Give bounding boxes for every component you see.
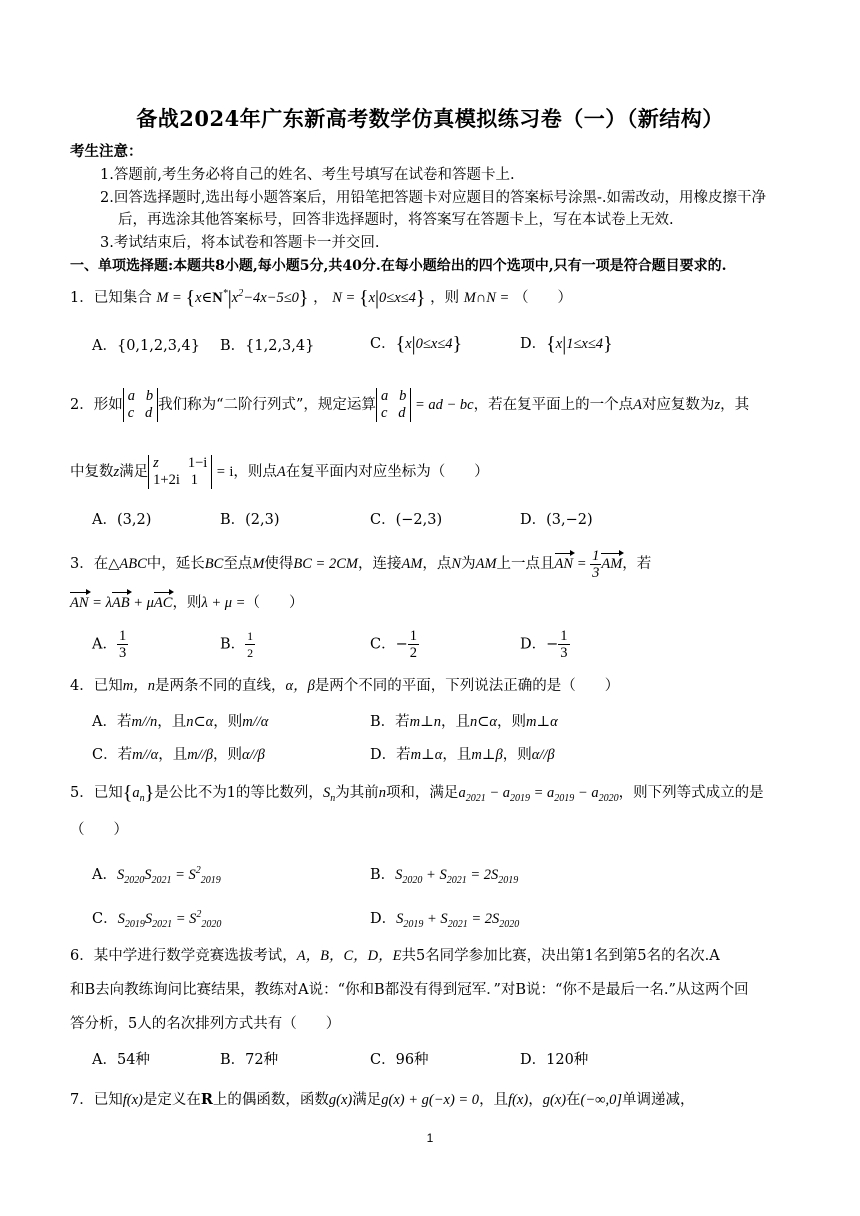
q4-mn: m，n [122, 678, 155, 694]
q2-t4: ，其 [720, 397, 750, 413]
question-5-stem [70, 783, 790, 809]
q2-point-a: A [633, 397, 642, 413]
q7-l1a: 7．已知 [70, 1092, 123, 1108]
q3-b-frac: $\frac{1}{2}$ [247, 629, 254, 660]
q3-l1i: ，若 [622, 555, 652, 572]
q6-l1: 6．某中学进行数学竞赛选拔考试， [70, 948, 297, 964]
q6-option-c: C．96种 [370, 1052, 429, 1068]
notice-item-1: 1.答题前,考生务必将自己的姓名、考生号填写在试卷和答题卡上. [100, 167, 515, 183]
q5-cond: $a_{2021} - a_{2019} = a_{2019} - a_{2020}$ [458, 785, 619, 804]
q2-l2a: 中复数 [70, 464, 114, 480]
q7-l1f: ， [528, 1092, 543, 1108]
q3-option-c: C．− $\frac{1}{2}$ [370, 628, 418, 661]
q7-interval: (−∞,0] [580, 1092, 622, 1108]
q5-a-math: $S_{2020}S_{2021} = S^2_{2019}$ [116, 865, 221, 886]
q4-option-d: D．若m⊥α，且m⊥β，则α//β [370, 747, 555, 763]
q1-d-math: {x|1≤x≤4} [546, 333, 613, 355]
q4-a-label: A．若 [92, 714, 132, 730]
q6-option-a: A．54种 [92, 1052, 150, 1068]
question-6-line-2: 和B去向教练询问比赛结果，教练对A说：“你和B都没有得到冠军．”对B说：“你不是最后一名.”从这两个回 [70, 982, 749, 998]
q5-sn: $S_n$ [322, 785, 336, 804]
q3-l2c: （ ） [245, 595, 304, 611]
q2-l2b: 满足 [119, 464, 149, 480]
q5-option-a [92, 863, 221, 886]
q4-c-math3: α//β [242, 747, 265, 763]
notice-item-3: 3.考试结束后，将本试卷和答题卡一并交回. [100, 235, 380, 251]
notice-heading: 考生注意： [70, 143, 143, 160]
q1-option-c [370, 332, 462, 356]
q3-l1f: ，点 [422, 555, 452, 572]
section-heading: 一、单项选择题:本题共8小题,每小题5分,共40分.在每小题给出的四个选项中,只有一项是符合题目要求的. [70, 258, 727, 274]
q3-l1d: 使得 [264, 555, 294, 572]
q5-b-label: B． [370, 867, 396, 883]
q3-l1g: 为 [461, 555, 476, 572]
q2-t1: 我们称为“二阶行列式”，规定运算 [158, 397, 376, 413]
q4-b-math: m⊥n [409, 714, 442, 730]
q5-l1d: 项和，满足 [385, 785, 459, 801]
q4-option-b: B．若m⊥n，且n⊂α，则m⊥α [370, 714, 558, 730]
q3-l1c: 至点 [223, 555, 253, 572]
q6-option-d: D．120种 [520, 1052, 589, 1068]
q3-n: N [451, 555, 462, 572]
question-2-line-2 [70, 455, 790, 489]
q1-expr: M∩N = [463, 289, 510, 306]
q3-d-frac: $\frac{1}{3}$ [560, 628, 568, 661]
q3-a-label: A． [92, 636, 117, 653]
q4-d-label: D．若 [370, 747, 411, 763]
question-5-line-2: （ ） [70, 822, 128, 838]
q3-l1h: 上一点且 [496, 555, 555, 572]
q2-pre: 2．形如 [70, 397, 123, 413]
q1-option-d [520, 332, 613, 356]
q3-eq: BC = 2CM [293, 555, 358, 572]
q4-c-math2: m//β [187, 747, 214, 763]
q2-det-rule: a b c d [376, 388, 411, 422]
q7-g: g(x) [328, 1092, 353, 1108]
notice-item-2: 2.回答选择题时,选出每小题答案后，用铅笔把答题卡对应题目的答案标号涂黑-.如需改动，用橡皮擦干净 [100, 190, 766, 206]
q5-l1b: 是公比不为1的等比数列， [154, 785, 323, 801]
q5-l1e: ，则下列等式成立的是 [618, 785, 764, 801]
q3-d-label: D． [520, 636, 547, 653]
q3-l1b: 中，延长 [146, 555, 205, 572]
question-1-stem [70, 284, 790, 308]
q3-vec-an: AN = $\frac{1}{3}$ AM [554, 548, 623, 581]
q3-am2: AM [475, 555, 497, 572]
q2-t3: 对应复数为 [641, 397, 715, 413]
q7-l1d: 满足 [352, 1092, 382, 1108]
q2-z2: z [113, 464, 120, 480]
q7-cond: g(x) + g(−x) = 0 [381, 1092, 480, 1108]
q3-c-label: C． [370, 636, 396, 653]
q2-det-def: a b c d [123, 388, 158, 422]
q3-option-a [92, 628, 128, 661]
q4-stem3: 是两个不同的平面，下列说法正确的是（ ） [314, 678, 620, 694]
q4-c-math: m//α [132, 747, 159, 763]
q2-t2: ，若在复平面上的一个点 [473, 397, 634, 413]
question-3-line-2 [70, 593, 790, 613]
q5-l1a: 5．已知 [70, 785, 123, 801]
q5-b-math: $S_{2020} + S_{2021} = 2S_{2019}$ [395, 867, 519, 886]
question-2-stem [70, 388, 790, 422]
q4-a-math2: n⊂α [186, 714, 214, 730]
q1-sep: ， [313, 289, 328, 306]
q7-f2: f(x) [508, 1092, 529, 1108]
q1-c-math: {x|0≤x≤4} [395, 333, 463, 355]
q5-d-math: $S_{2019} + S_{2021} = 2S_{2020}$ [396, 911, 520, 930]
q2-point-a2: A [276, 464, 286, 480]
question-6-line-3: 答分析，5人的名次排列方式共有（ ） [70, 1016, 341, 1032]
question-6-line-1 [70, 946, 790, 966]
question-3-stem [70, 548, 790, 581]
q3-triangle: △ABC [108, 555, 147, 572]
q5-option-c [92, 907, 221, 930]
q5-option-d [370, 907, 519, 930]
q4-d-math: m⊥α [410, 747, 443, 763]
q5-n: n [378, 785, 386, 801]
q5-c-label: C． [92, 911, 118, 927]
q4-a-math: m//n [131, 714, 158, 730]
q3-am: AM [401, 555, 423, 572]
q1-then: ，则 [430, 289, 460, 306]
q7-f: f(x) [122, 1092, 143, 1108]
q2-option-b: B．(2,3) [220, 512, 280, 528]
q1-set-m: $M = \{x\in N^*|x^2-4x-5\le 0\}$ [156, 286, 309, 309]
q2-option-c: C．(−2,3) [370, 512, 443, 528]
q7-g2: g(x) [542, 1092, 567, 1108]
q3-b-label: B． [220, 636, 246, 653]
q6-letters: A，B，C，D，E [296, 948, 402, 964]
q1-set-n: N = {x|0≤x≤4} [332, 286, 426, 309]
question-7-line-1 [70, 1090, 790, 1110]
q2-option-d: D．(3,−2) [520, 512, 593, 528]
q4-ab: α，β [285, 678, 315, 694]
q2-option-a: A．(3,2) [92, 512, 152, 528]
q3-l2b: ，则 [172, 595, 202, 611]
q2-eq: = i [212, 464, 234, 480]
q3-option-b [220, 628, 255, 661]
q7-l1b: 是定义在 [142, 1092, 201, 1108]
q1-option-b: B．{1,2,3,4} [220, 338, 315, 354]
q4-stem2: 是两条不同的直线， [154, 678, 286, 694]
q1-c-label: C． [370, 336, 396, 352]
q2-z: z [714, 397, 721, 413]
q5-c-math: $S_{2019}S_{2021} = S^2_{2020}$ [117, 909, 222, 930]
question-4-stem [70, 676, 790, 696]
q5-a-label: A． [92, 867, 117, 883]
q5-option-b [370, 863, 518, 886]
q3-m: M [252, 555, 265, 572]
q2-det-eq: z 1−i 1+2i 1 [148, 455, 212, 489]
q7-l1g: 在 [566, 1092, 581, 1108]
q5-l1c: 为其前 [335, 785, 379, 801]
q1-paren: （ ） [513, 289, 572, 306]
q4-b-math3: m⊥α [526, 714, 558, 730]
q7-l1e: ，且 [479, 1092, 509, 1108]
q2-l2c: ，则点 [233, 464, 277, 480]
q5-seq: $\{a_n\}$ [122, 782, 155, 804]
q4-stem: 4．已知 [70, 678, 123, 694]
q4-a-math3: m//α [242, 714, 269, 730]
q1-d-label: D． [520, 336, 547, 352]
q4-b-math2: n⊂α [470, 714, 498, 730]
page-number: 1 [426, 1131, 434, 1145]
notice-item-2-cont: 后，再选涂其他答案标号，回答非选择题时，将答案写在答题卡上，写在本试卷上无效. [118, 212, 674, 228]
q3-sum: λ + μ = [201, 595, 246, 611]
q7-l1h: 单调递减， [622, 1092, 695, 1108]
q3-option-d: D．− $\frac{1}{3}$ [520, 628, 568, 661]
q1-option-a: A．{0,1,2,3,4} [92, 338, 200, 354]
q3-c-frac: $\frac{1}{2}$ [409, 628, 418, 661]
q4-d-math3: α//β [531, 747, 555, 763]
q4-b-label: B．若 [370, 714, 410, 730]
exam-title: 备战2024年广东新高考数学仿真模拟练习卷（一）（新结构） [136, 106, 724, 131]
q4-option-a: A．若m//n，且n⊂α，则m//α [92, 714, 269, 730]
q4-c-label: C．若 [92, 747, 133, 763]
q4-option-c: C．若m//α，且m//β，则α//β [92, 747, 265, 763]
q3-a-frac: $\frac{1}{3}$ [118, 628, 127, 661]
q6-l1b: 共5名同学参加比赛，决出第1名到第5名的名次.A [401, 948, 720, 964]
q1-text: 1．已知集合 [70, 289, 152, 306]
q4-d-math2: m⊥β [471, 747, 503, 763]
q3-bc: BC [204, 555, 224, 572]
q7-r: R [200, 1091, 213, 1108]
q6-option-b: B．72种 [220, 1052, 279, 1068]
q3-l1: 3．在 [70, 555, 109, 572]
q2-l2d: 在复平面内对应坐标为（ ） [285, 464, 489, 480]
q3-l1e: ，连接 [357, 555, 402, 572]
q3-decomp: AN = λAB + μAC [70, 595, 173, 611]
q5-d-label: D． [370, 911, 397, 927]
q7-l1c: 上的偶函数，函数 [212, 1092, 329, 1108]
q2-rule: = ad − bc [411, 397, 474, 413]
